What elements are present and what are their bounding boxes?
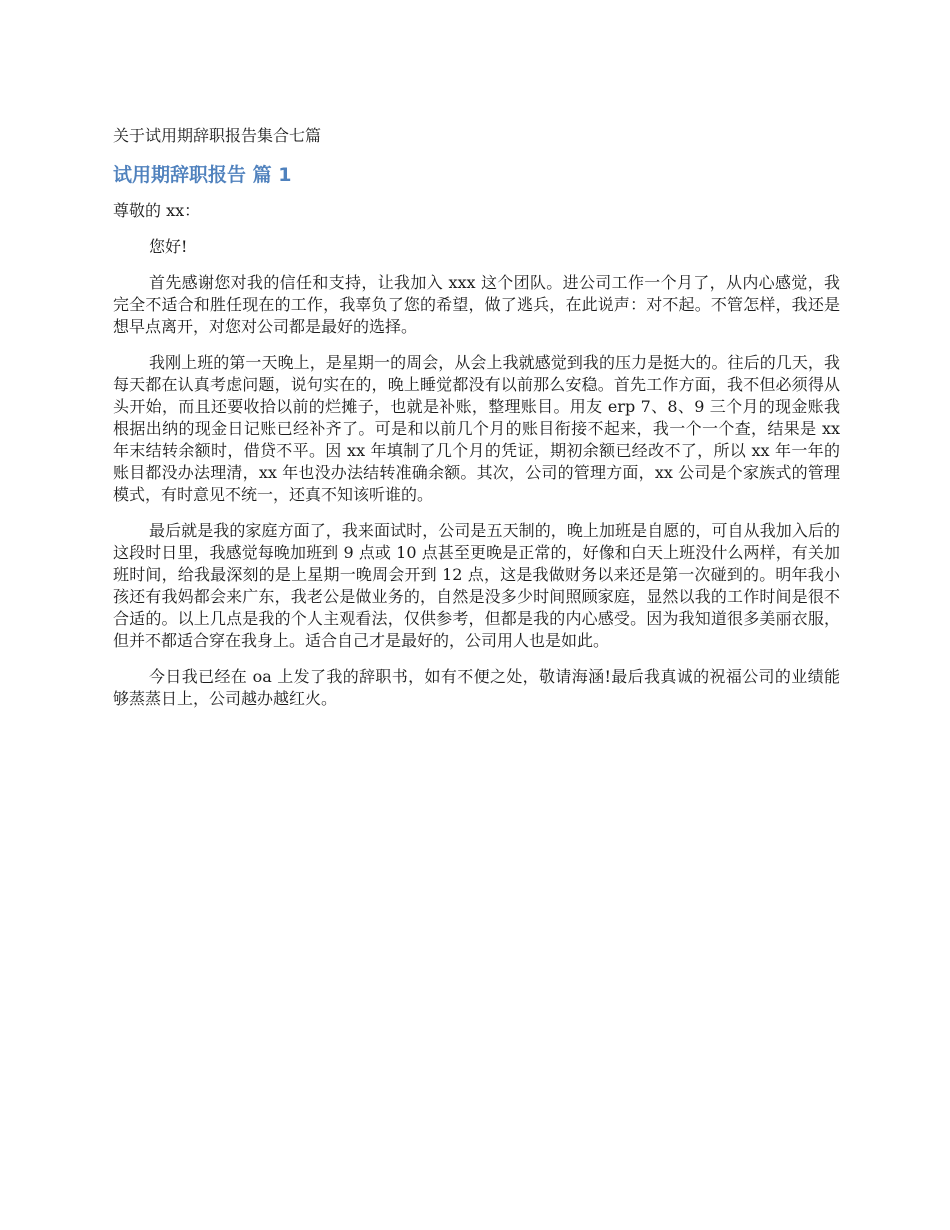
document-title: 关于试用期辞职报告集合七篇 [113, 126, 322, 145]
body-paragraph: 今日我已经在 oa 上发了我的辞职书，如有不便之处，敬请海涵!最后我真诚的祝福公司的业绩能够蒸蒸日上，公司越办越红火。 [113, 667, 840, 708]
body-paragraph: 首先感谢您对我的信任和支持，让我加入 xxx 这个团队。进公司工作一个月了，从内心感觉，我完全不适合和胜任现在的工作，我辜负了您的希望，做了逃兵，在此说声：对不起。不管怎样，我还是想早点离开，对您对公司都是最好的选择。 [113, 273, 840, 336]
greeting: 您好! [149, 237, 188, 256]
section-heading: 试用期辞职报告 篇 1 [113, 164, 292, 186]
body-paragraph: 我刚上班的第一天晚上，是星期一的周会，从会上我就感觉到我的压力是挺大的。往后的几天，我每天都在认真考虑问题，说句实在的，晚上睡觉都没有以前那么安稳。首先工作方面，我不但必须得从头开始，而且还要收拾以前的烂摊子，也就是补账，整理账目。用友 erp 7、8、9 三个月的现金账我根据出纳的现金日记账已经补齐了。可是和以前几个月的账目衔接不起来，我一个一个查，结果是 xx 年末结转余额时，借贷不平。因 xx 年填制了几个月的凭证，期初余额已经改不了，所以 xx 年一年的账目都没办法理清，xx 年也没办法结转准确余额。其次，公司的管理方面，xx 公司是个家族式的管理模式，有时意见不统一，还真不知该听谁的。 [113, 353, 840, 504]
salutation: 尊敬的 xx： [113, 201, 201, 220]
body-paragraph: 最后就是我的家庭方面了，我来面试时，公司是五天制的，晚上加班是自愿的，可自从我加入后的这段时日里，我感觉每晚加班到 9 点或 10 点甚至更晚是正常的，好像和白天上班没什么两样，有关加班时间，给我最深刻的是上星期一晚周会开到 12 点，这是我做财务以来还是第一次碰到的。明年我小孩还有我妈都会来广东，我老公是做业务的，自然是没多少时间照顾家庭，显然以我的工作时间是很不合适的。以上几点是我的个人主观看法，仅供参考，但都是我的内心感受。因为我知道很多美丽衣服，但并不都适合穿在我身上。适合自己才是最好的，公司用人也是如此。 [113, 521, 840, 650]
document-page [113, 124, 840, 724]
